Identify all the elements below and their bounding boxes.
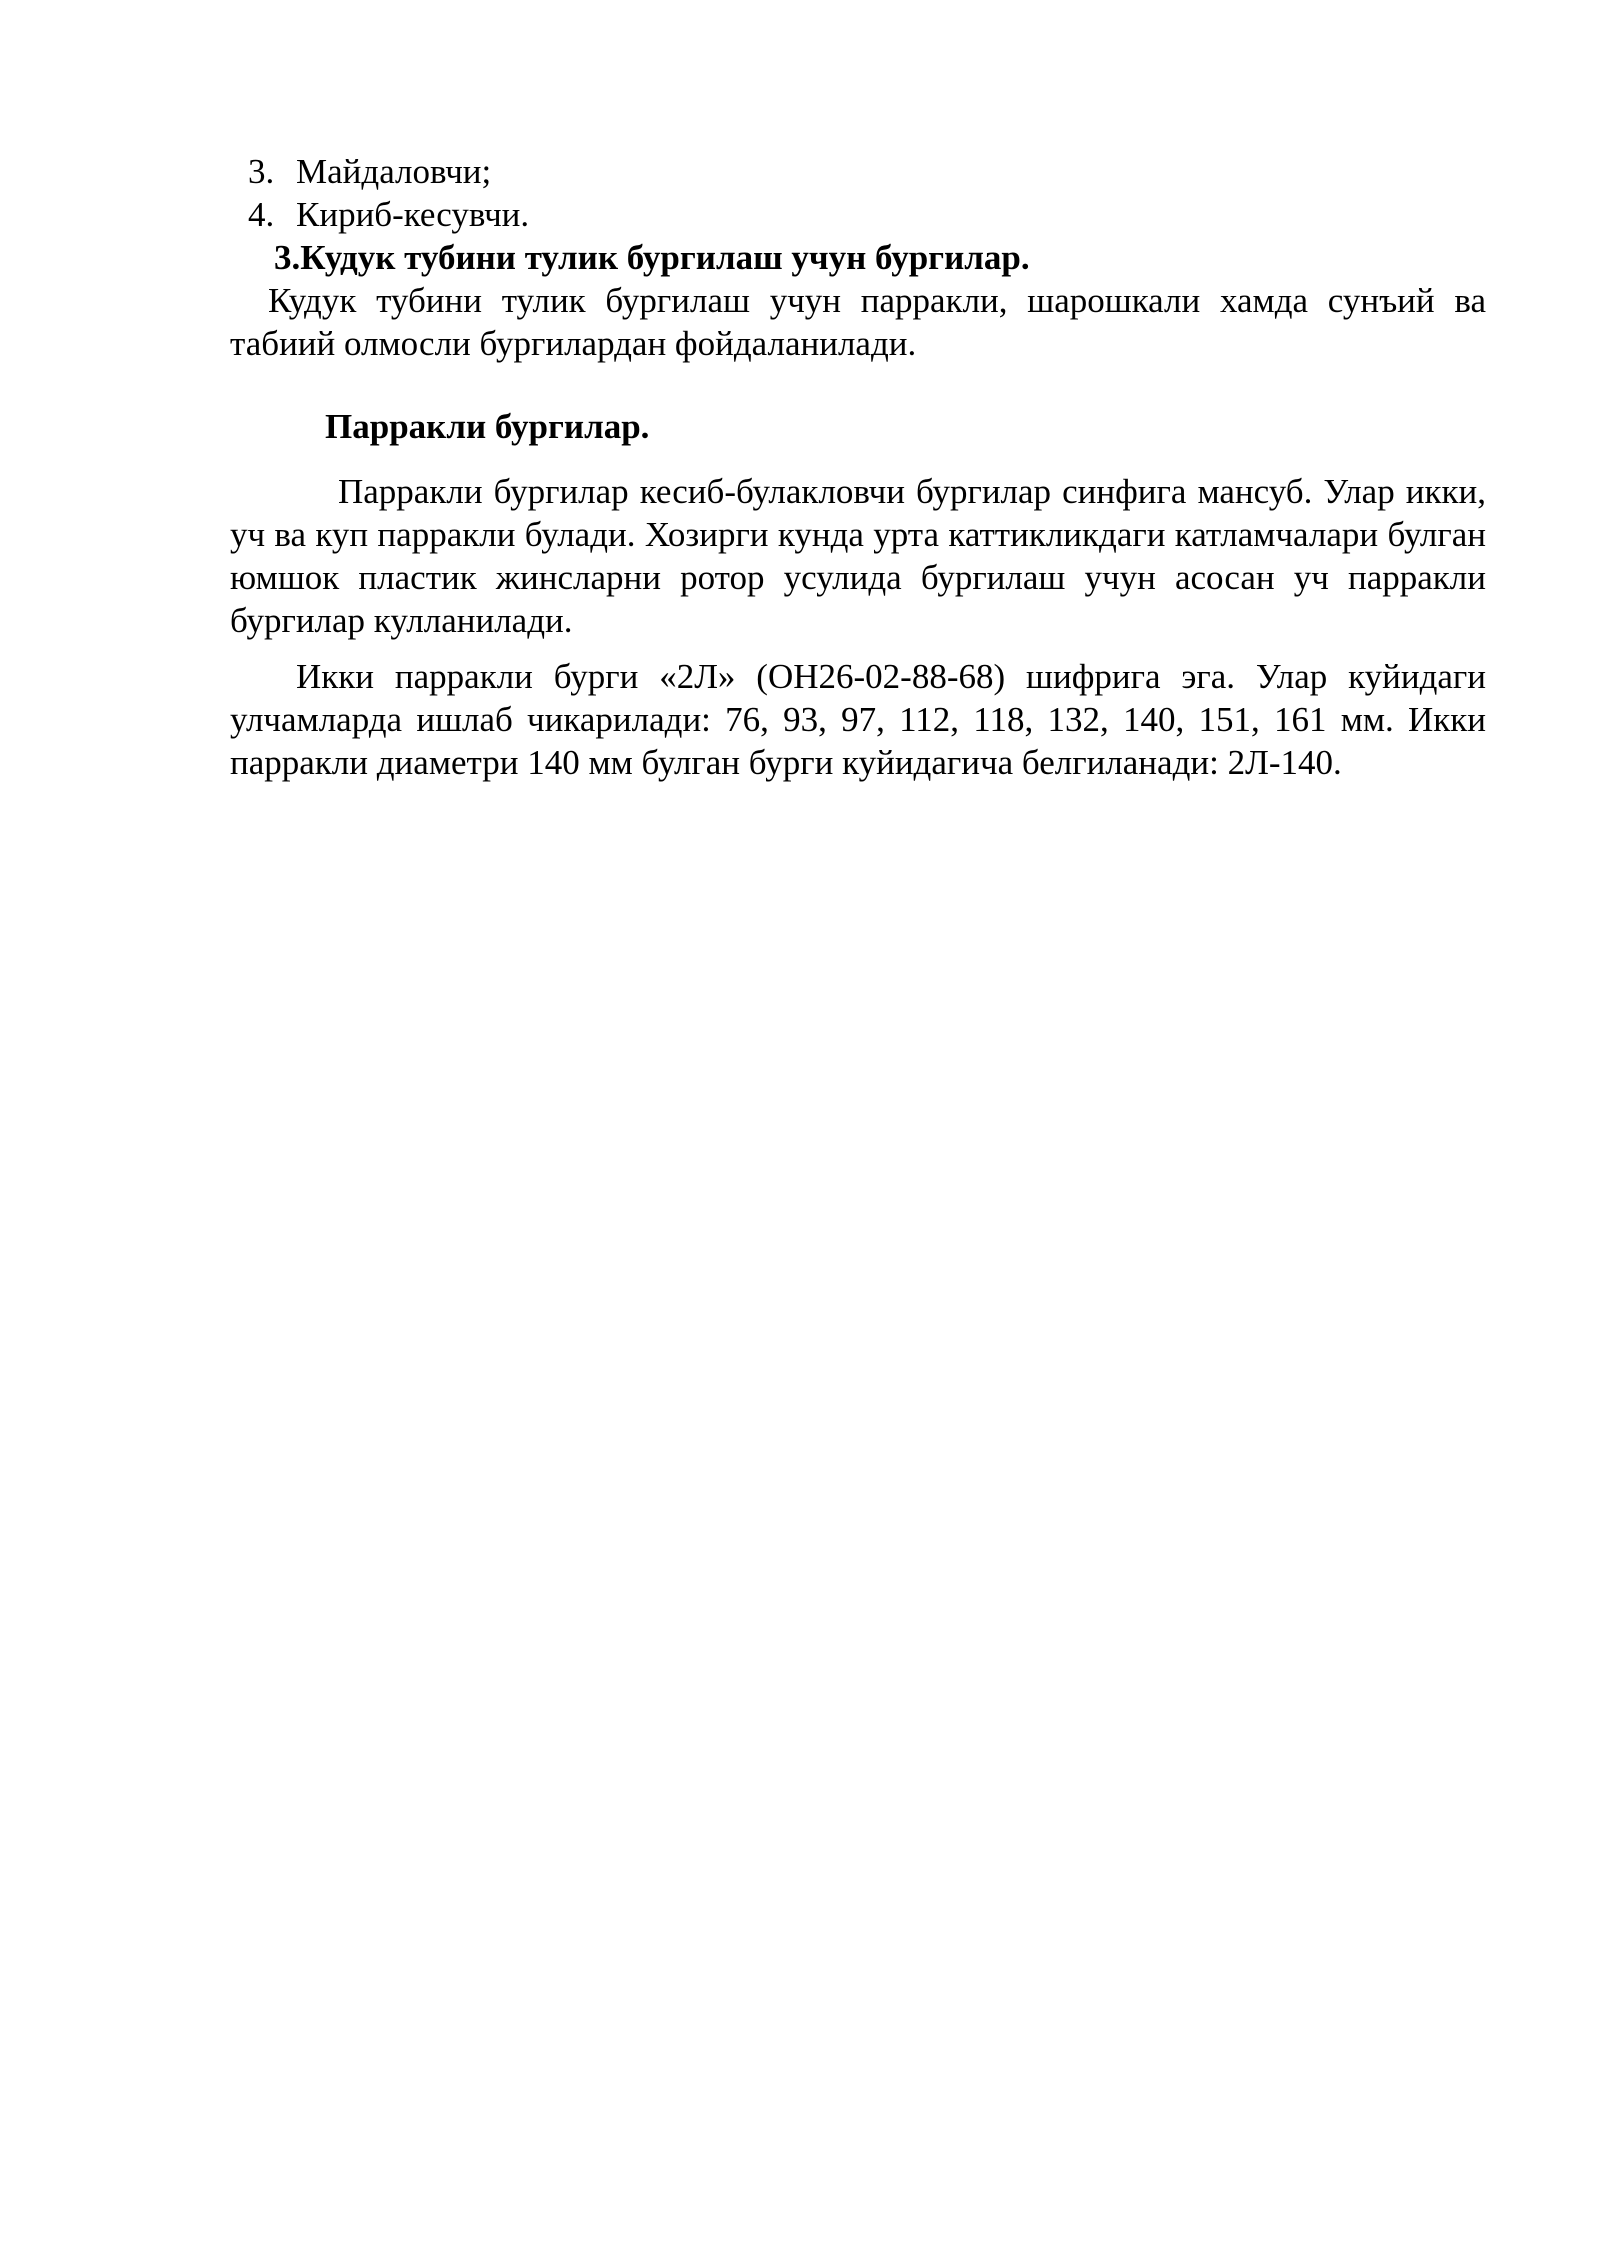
list-item xyxy=(230,193,1486,236)
subheading: Парракли бургилар. xyxy=(325,407,650,446)
intro-paragraph: Кудук тубини тулик бургилаш учун парракли, шарошкали хамда сунъий ва табиий олмосли бургилардан фойдаланилади. xyxy=(230,281,1486,363)
body-paragraph-2: Икки парракли бурги «2Л» (ОН26-02-88-68) шифрига эга. Улар куйидаги улчамларда ишлаб чикарилади: 76, 93, 97, 112, 118, 132, 140, 151, 161 мм. Икки парракли диаметри 140 мм булган бурги куйидагича белгиланади: 2Л-140. xyxy=(230,657,1486,782)
list-item-number: 3. xyxy=(248,152,275,191)
list-item-text: Майдаловчи; xyxy=(296,152,492,191)
document-body xyxy=(230,150,1486,784)
list-item xyxy=(230,150,1486,193)
section-heading: 3.Кудук тубини тулик бургилаш учун бургилар. xyxy=(274,238,1030,277)
list-item-text: Кириб-кесувчи. xyxy=(296,195,530,234)
body-paragraph-1: Парракли бургилар кесиб-булакловчи бургилар синфига мансуб. Улар икки, уч ва куп парракли булади. Хозирги кунда урта каттикликдаги катламчалари булган юмшок пластик жинсларни ротор усулида бургилаш учун асосан уч парракли бургилар кулланилади. xyxy=(230,472,1486,640)
list-item-number: 4. xyxy=(248,195,275,234)
